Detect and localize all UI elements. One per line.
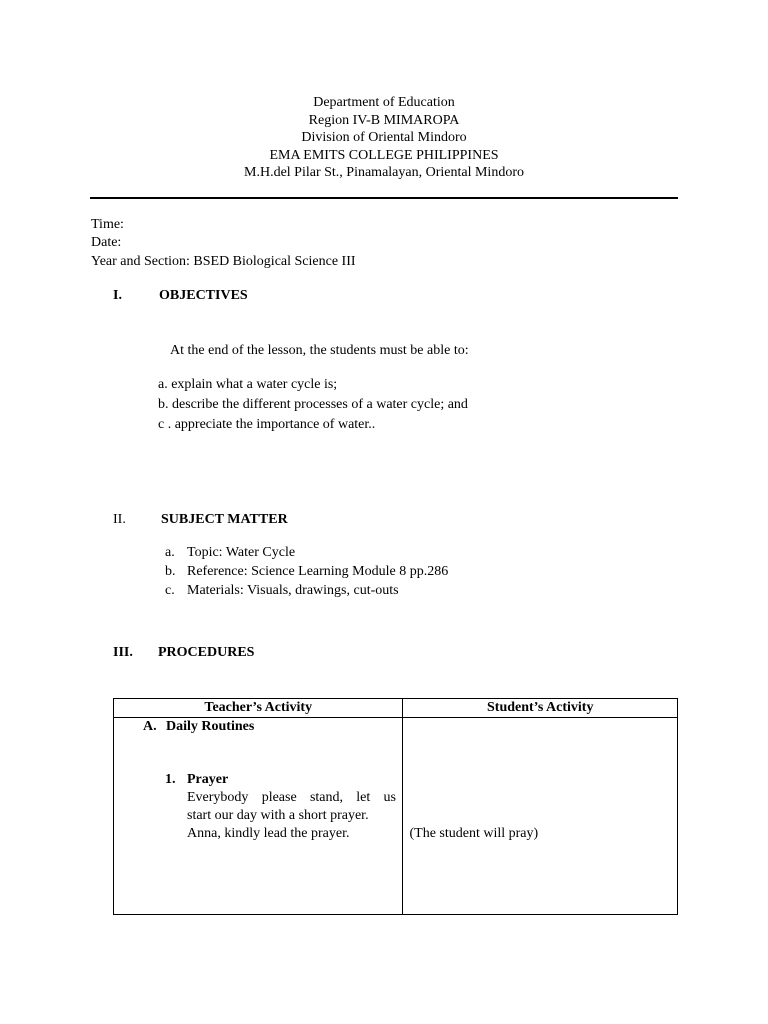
prayer-instructions <box>187 789 396 843</box>
subject-item-marker-b: b. <box>165 564 176 579</box>
step-marker: 1. <box>165 772 176 787</box>
header-line-department: Department of Education <box>313 95 455 110</box>
objectives-numeral: I. <box>113 288 122 303</box>
subject-item-materials: Materials: Visuals, drawings, cut-outs <box>187 583 399 598</box>
header-line-division: Division of Oriental Mindoro <box>301 130 467 145</box>
subject-item-marker-a: a. <box>165 545 175 560</box>
header-line-address: M.H.del Pilar St., Pinamalayan, Oriental Mindoro <box>244 165 524 180</box>
time-label: Time: <box>91 217 124 232</box>
student-activity-header: Student’s Activity <box>403 699 678 718</box>
subject-item-topic: Topic: Water Cycle <box>187 545 296 560</box>
objective-item-b: b. describe the different processes of a water cycle; and <box>158 397 468 412</box>
subject-matter-heading: SUBJECT MATTER <box>161 512 288 527</box>
header-line-region: Region IV-B MIMAROPA <box>308 112 460 128</box>
section-marker: A. <box>143 719 157 734</box>
step-title-prayer: Prayer <box>187 772 229 787</box>
objective-item-a: a. explain what a water cycle is; <box>158 377 338 392</box>
table-row <box>114 718 678 915</box>
prayer-line-2: start our day with a short prayer. <box>187 808 369 823</box>
header-line-college: EMA EMITS COLLEGE PHILIPPINES <box>269 147 499 163</box>
subject-matter-numeral: II. <box>113 512 126 527</box>
student-response: (The student will pray) <box>409 826 539 841</box>
letterhead <box>90 94 678 182</box>
objectives-heading: OBJECTIVES <box>159 288 248 303</box>
student-activity-cell <box>403 718 678 915</box>
table-header-row <box>114 699 678 718</box>
objective-item-c: c . appreciate the importance of water.. <box>158 417 376 432</box>
header-divider <box>90 197 678 199</box>
section-title-daily-routines: Daily Routines <box>166 719 255 734</box>
procedures-numeral: III. <box>113 645 133 660</box>
date-label: Date: <box>91 235 122 250</box>
procedures-heading: PROCEDURES <box>158 645 255 660</box>
teacher-activity-header: Teacher’s Activity <box>114 699 403 718</box>
objectives-intro: At the end of the lesson, the students must be able to: <box>170 343 469 358</box>
subject-item-marker-c: c. <box>165 583 175 598</box>
year-section-label: Year and Section: BSED Biological Science III <box>91 254 356 269</box>
prayer-line-3: Anna, kindly lead the prayer. <box>187 826 350 841</box>
subject-item-reference: Reference: Science Learning Module 8 pp.286 <box>187 564 449 579</box>
prayer-line-1: Everybody please stand, let us <box>187 790 396 805</box>
teacher-activity-cell <box>114 718 403 915</box>
procedures-table <box>113 698 678 915</box>
